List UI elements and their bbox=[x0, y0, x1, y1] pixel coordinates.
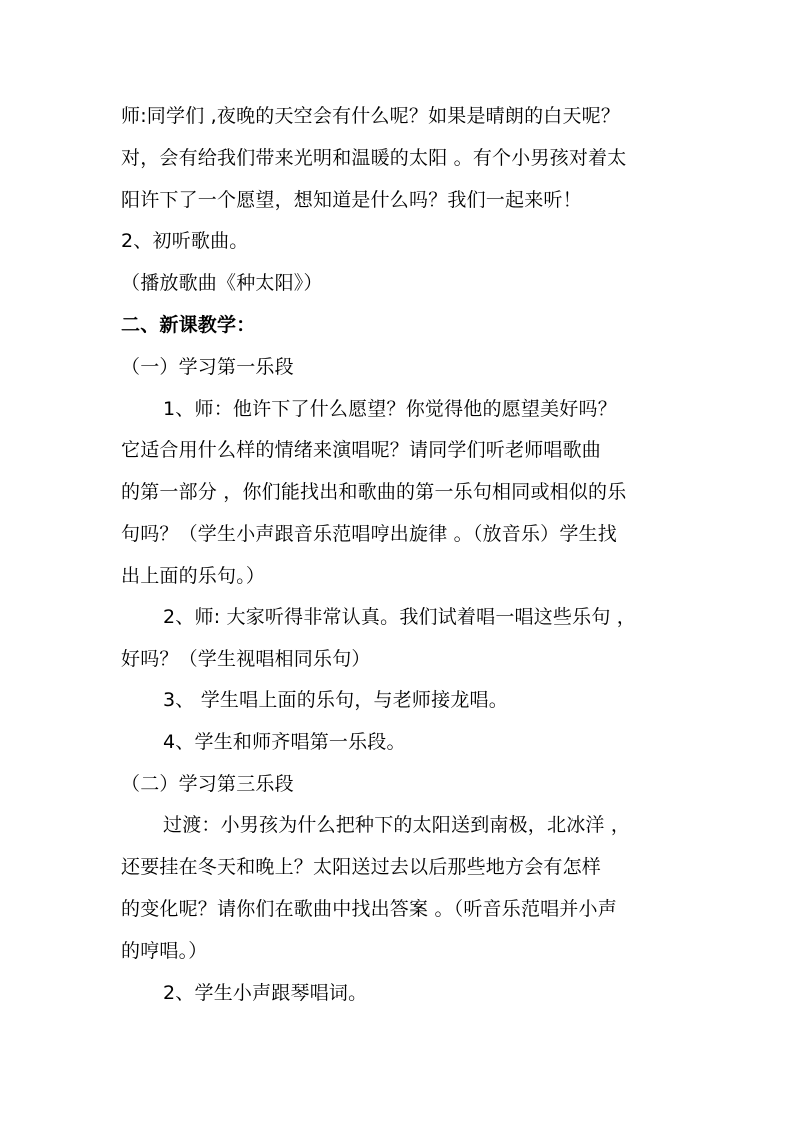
paragraph-line: 1、师：他许下了什么愿望？你觉得他的愿望美好吗？ bbox=[163, 398, 617, 420]
subsection-heading: （一）学习第一乐段 bbox=[121, 356, 294, 378]
paragraph-line: 对，会有给我们带来光明和温暖的太阳 。有个小男孩对着太 bbox=[121, 147, 627, 169]
paragraph-line: 还要挂在冬天和晚上？太阳送过去以后那些地方会有怎样 bbox=[121, 856, 602, 878]
paragraph-line: 2、师: 大家听得非常认真。我们试着唱一唱这些乐句 ， bbox=[163, 606, 636, 628]
paragraph-line: 3、 学生唱上面的乐句，与老师接龙唱。 bbox=[163, 689, 508, 711]
section-heading: 二、新课教学： bbox=[121, 314, 256, 336]
paragraph-line: 的第一部分 ，你们能找出和歌曲的第一乐句相同或相似的乐 bbox=[121, 481, 627, 503]
paragraph-line: 好吗？（学生视唱相同乐句） bbox=[121, 648, 371, 670]
subsection-heading: （二）学习第三乐段 bbox=[121, 773, 294, 795]
paragraph-line: 的变化呢？请你们在歌曲中找出答案 。（听音乐范唱并小声 bbox=[121, 898, 617, 920]
paragraph-line: 它适合用什么样的情绪来演唱呢？请同学们听老师唱歌曲 bbox=[121, 439, 602, 461]
paragraph-line: 过渡：小男孩为什么把种下的太阳送到南极，北冰洋 ， bbox=[163, 814, 631, 836]
paragraph-line: 的哼唱。） bbox=[121, 940, 208, 962]
paragraph-line: 师:同学们 ,夜晚的天空会有什么呢？如果是晴朗的白天呢？ bbox=[121, 105, 621, 127]
step-heading: 2、初听歌曲。 bbox=[121, 230, 249, 252]
paragraph-line: 2、学生小声跟琴唱词。 bbox=[163, 982, 368, 1004]
paragraph-line: 4、学生和师齐唱第一乐段。 bbox=[163, 731, 406, 753]
paragraph-line: 阳许下了一个愿望，想知道是什么吗？我们一起来听！ bbox=[121, 189, 582, 211]
paragraph-line: （播放歌曲《种太阳》） bbox=[121, 272, 323, 294]
paragraph-line: 出上面的乐句。） bbox=[121, 565, 266, 587]
paragraph-line: 句吗？（学生小声跟音乐范唱哼出旋律 。（放音乐）学生找 bbox=[121, 523, 617, 545]
